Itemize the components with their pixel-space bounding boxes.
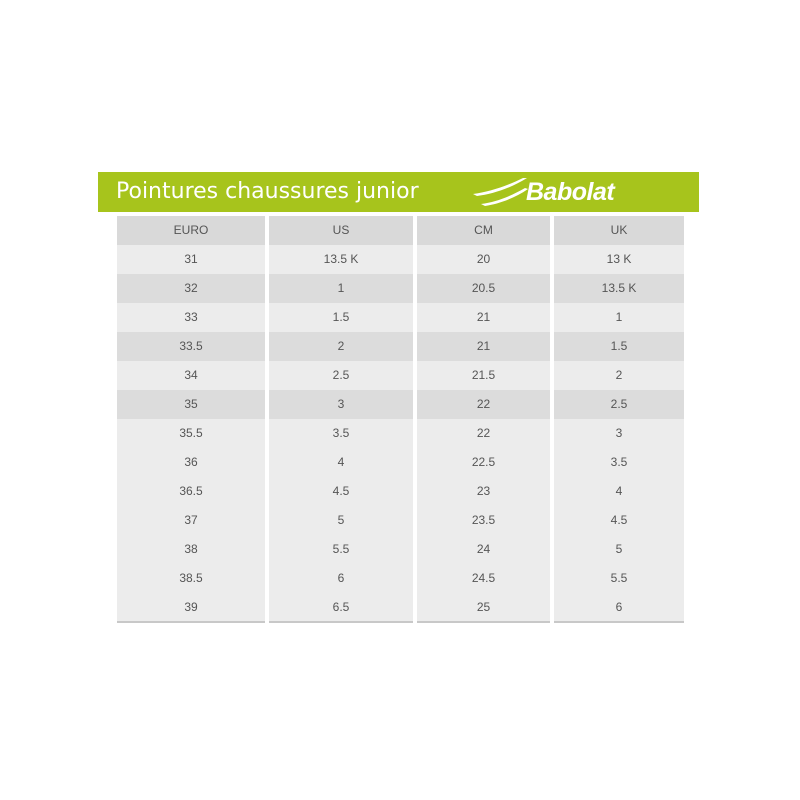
cell-us: 2.5 <box>269 361 413 390</box>
cell-us: 2 <box>269 332 413 361</box>
column-header-cm: CM <box>417 216 550 245</box>
cell-euro: 38.5 <box>117 564 265 593</box>
cell-cm: 24 <box>417 535 550 564</box>
page-title: Pointures chaussures junior <box>116 179 419 204</box>
cell-euro: 36 <box>117 448 265 477</box>
cell-euro: 38 <box>117 535 265 564</box>
cell-cm: 21.5 <box>417 361 550 390</box>
cell-uk: 2 <box>554 361 684 390</box>
logo-wordmark: Babolat <box>526 178 615 206</box>
cell-us: 6 <box>269 564 413 593</box>
cell-uk: 1 <box>554 303 684 332</box>
cell-cm: 23 <box>417 477 550 506</box>
cell-euro: 36.5 <box>117 477 265 506</box>
cell-cm: 22 <box>417 419 550 448</box>
table-row <box>117 361 684 390</box>
cell-cm: 23.5 <box>417 506 550 535</box>
table-row <box>117 274 684 303</box>
table-row <box>117 332 684 361</box>
column-header-uk: UK <box>554 216 684 245</box>
cell-euro: 37 <box>117 506 265 535</box>
cell-cm: 20.5 <box>417 274 550 303</box>
cell-uk: 4.5 <box>554 506 684 535</box>
table-row <box>117 303 684 332</box>
cell-us: 13.5 K <box>269 245 413 274</box>
cell-uk: 1.5 <box>554 332 684 361</box>
logo-swoosh-icon <box>471 174 531 210</box>
cell-us: 4.5 <box>269 477 413 506</box>
cell-uk: 6 <box>554 593 684 623</box>
cell-euro: 32 <box>117 274 265 303</box>
table-header-row <box>117 216 684 245</box>
cell-euro: 35 <box>117 390 265 419</box>
table-row <box>117 564 684 593</box>
table-row <box>117 593 684 622</box>
cell-uk: 13 K <box>554 245 684 274</box>
cell-us: 1.5 <box>269 303 413 332</box>
table-row <box>117 448 684 477</box>
cell-us: 4 <box>269 448 413 477</box>
table-row <box>117 535 684 564</box>
cell-cm: 25 <box>417 593 550 623</box>
table-row <box>117 477 684 506</box>
cell-us: 1 <box>269 274 413 303</box>
cell-uk: 13.5 K <box>554 274 684 303</box>
cell-euro: 35.5 <box>117 419 265 448</box>
cell-euro: 33.5 <box>117 332 265 361</box>
cell-uk: 3 <box>554 419 684 448</box>
table-row <box>117 390 684 419</box>
cell-cm: 21 <box>417 332 550 361</box>
cell-us: 3.5 <box>269 419 413 448</box>
cell-us: 5 <box>269 506 413 535</box>
cell-cm: 21 <box>417 303 550 332</box>
cell-euro: 39 <box>117 593 265 623</box>
size-table <box>117 216 684 622</box>
brand-logo <box>471 174 679 210</box>
cell-us: 5.5 <box>269 535 413 564</box>
cell-uk: 4 <box>554 477 684 506</box>
table-row <box>117 245 684 274</box>
cell-cm: 20 <box>417 245 550 274</box>
title-banner <box>98 172 699 212</box>
column-header-euro: EURO <box>117 216 265 245</box>
cell-euro: 34 <box>117 361 265 390</box>
cell-us: 3 <box>269 390 413 419</box>
cell-cm: 24.5 <box>417 564 550 593</box>
table-row <box>117 419 684 448</box>
table-body <box>117 245 684 622</box>
cell-uk: 3.5 <box>554 448 684 477</box>
cell-cm: 22 <box>417 390 550 419</box>
cell-us: 6.5 <box>269 593 413 623</box>
cell-uk: 5.5 <box>554 564 684 593</box>
table-row <box>117 506 684 535</box>
cell-cm: 22.5 <box>417 448 550 477</box>
column-header-us: US <box>269 216 413 245</box>
cell-uk: 5 <box>554 535 684 564</box>
cell-euro: 31 <box>117 245 265 274</box>
cell-uk: 2.5 <box>554 390 684 419</box>
cell-euro: 33 <box>117 303 265 332</box>
